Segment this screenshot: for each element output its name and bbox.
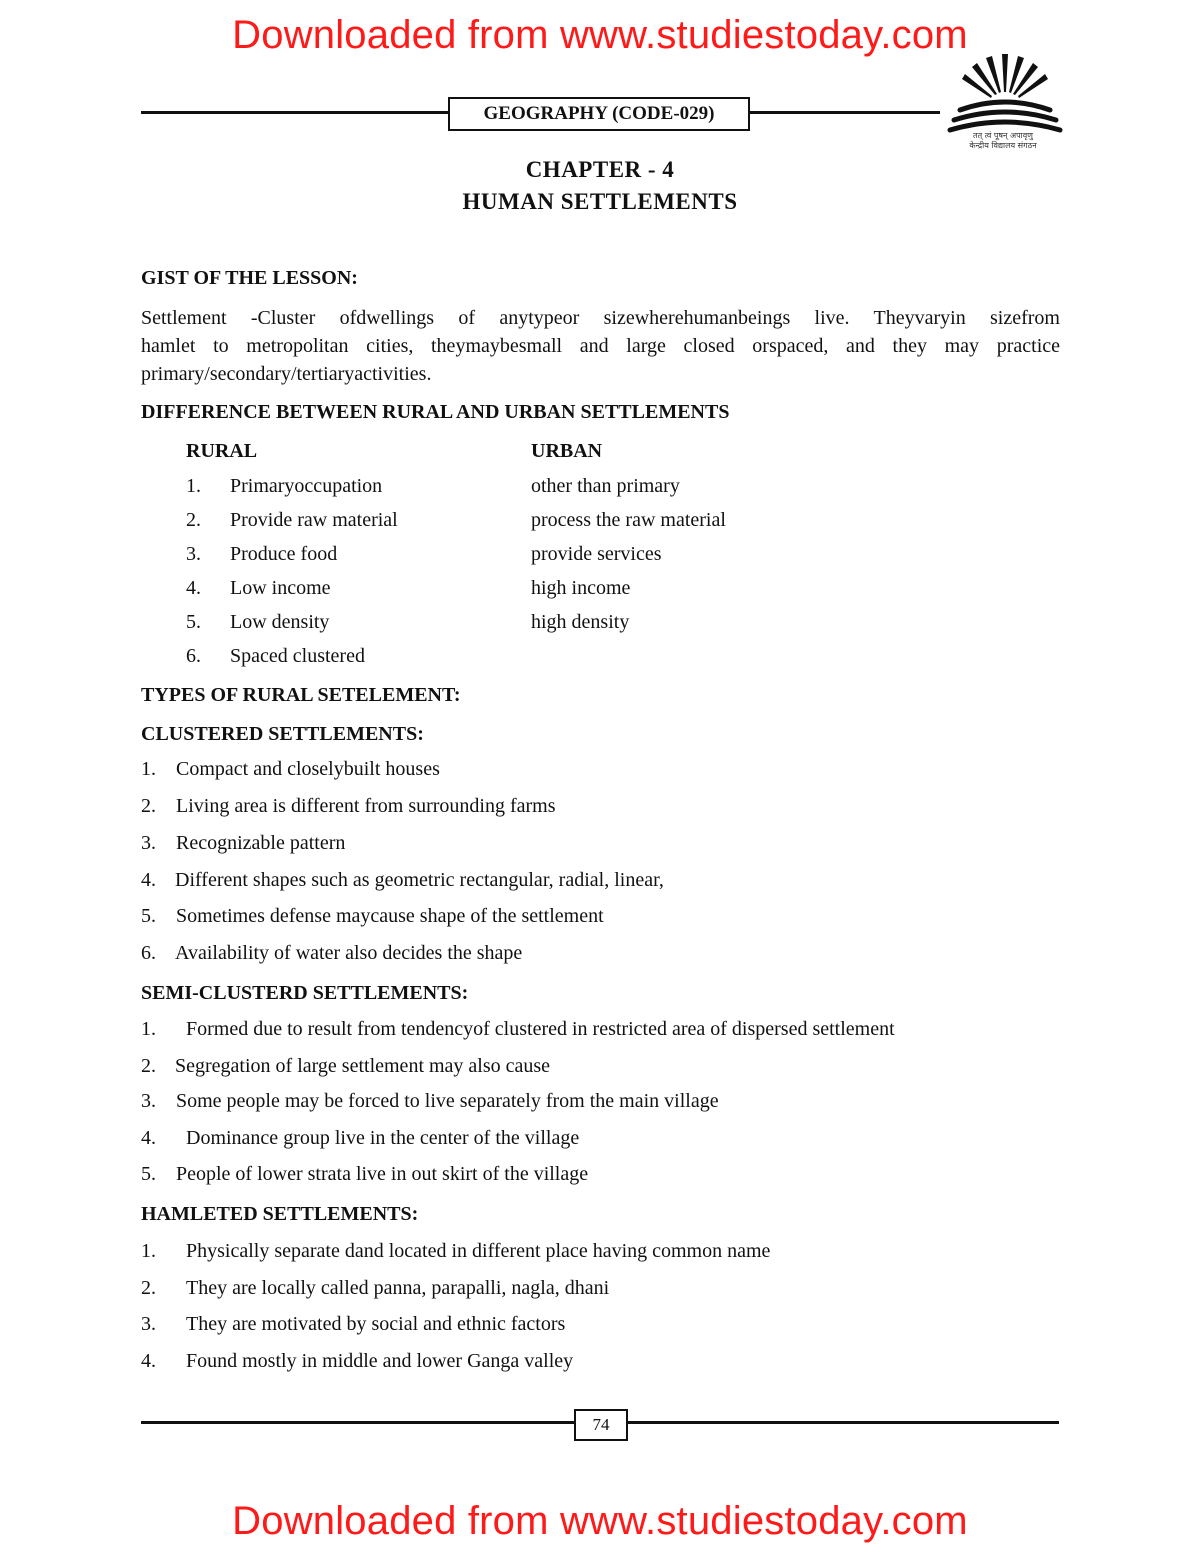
item-text: Living area is different from surrounding farms — [176, 795, 556, 817]
row-number: 4. — [186, 577, 201, 599]
item-number: 1. — [141, 1018, 156, 1040]
item-text: Recognizable pattern — [176, 832, 346, 854]
row-number: 2. — [186, 509, 201, 531]
rural-cell: Provide raw material — [230, 509, 398, 531]
gist-line: Settlement -Cluster ofdwellings of anytypeor sizewherehumanbeings live. Theyvaryin sizefrom — [141, 307, 1060, 329]
urban-cell: process the raw material — [531, 509, 726, 531]
item-text: Formed due to result from tendencyof clustered in restricted area of dispersed settlement — [186, 1018, 895, 1040]
item-text: They are locally called panna, parapalli, nagla, dhani — [186, 1277, 610, 1299]
page-number: 74 — [574, 1409, 628, 1441]
item-number: 3. — [141, 1313, 156, 1335]
item-text: Availability of water also decides the shape — [175, 942, 523, 964]
subject-code-box: GEOGRAPHY (CODE-029) — [448, 97, 750, 131]
clustered-heading: CLUSTERED SETTLEMENTS: — [141, 723, 424, 745]
logo-motto: तत् त्वं पूषन् अपावृणु — [973, 131, 1033, 140]
types-heading: TYPES OF RURAL SETELEMENT: — [141, 684, 461, 706]
semi-clustered-heading: SEMI-CLUSTERD SETTLEMENTS: — [141, 982, 469, 1004]
rural-cell: Primaryoccupation — [230, 475, 383, 497]
urban-column-label: URBAN — [531, 440, 603, 462]
difference-heading: DIFFERENCE BETWEEN RURAL AND URBAN SETTLEMENTS — [141, 401, 730, 423]
chapter-title: HUMAN SETTLEMENTS — [462, 189, 738, 214]
row-number: 5. — [186, 611, 201, 633]
item-number: 5. — [141, 905, 156, 927]
item-text: Found mostly in middle and lower Ganga valley — [186, 1350, 574, 1372]
urban-cell: high density — [531, 611, 630, 633]
item-text: Physically separate dand located in different place having common name — [186, 1240, 771, 1262]
download-source-banner-top: Downloaded from www.studiestoday.com — [232, 13, 968, 57]
item-text: Some people may be forced to live separately from the main village — [176, 1090, 719, 1112]
item-number: 6. — [141, 942, 156, 964]
download-source-banner-bottom: Downloaded from www.studiestoday.com — [232, 1499, 968, 1543]
rural-cell: Spaced clustered — [230, 645, 365, 667]
item-text: Sometimes defense maycause shape of the settlement — [176, 905, 604, 927]
hamleted-heading: HAMLETED SETTLEMENTS: — [141, 1203, 419, 1225]
item-text: They are motivated by social and ethnic factors — [186, 1313, 566, 1335]
item-number: 1. — [141, 1240, 156, 1262]
item-number: 1. — [141, 758, 156, 780]
rural-cell: Produce food — [230, 543, 338, 565]
rural-column-label: RURAL — [186, 440, 258, 462]
item-text: Dominance group live in the center of the village — [186, 1127, 580, 1149]
rural-cell: Low income — [230, 577, 331, 599]
urban-cell: provide services — [531, 543, 662, 565]
urban-cell: other than primary — [531, 475, 680, 497]
item-number: 2. — [141, 795, 156, 817]
item-text: Compact and closelybuilt houses — [176, 758, 440, 780]
item-number: 2. — [141, 1277, 156, 1299]
row-number: 6. — [186, 645, 201, 667]
item-number: 3. — [141, 1090, 156, 1112]
item-text: Different shapes such as geometric rectangular, radial, linear, — [175, 869, 664, 891]
gist-line: primary/secondary/tertiaryactivities. — [141, 363, 432, 385]
item-text: People of lower strata live in out skirt of the village — [176, 1163, 589, 1185]
row-number: 1. — [186, 475, 201, 497]
item-text: Segregation of large settlement may also cause — [175, 1055, 551, 1077]
item-number: 4. — [141, 1127, 156, 1149]
rural-cell: Low density — [230, 611, 330, 633]
logo-org-name: केन्द्रीय विद्यालय संगठन — [969, 141, 1037, 150]
item-number: 4. — [141, 1350, 156, 1372]
urban-cell: high income — [531, 577, 631, 599]
item-number: 5. — [141, 1163, 156, 1185]
gist-heading: GIST OF THE LESSON: — [141, 267, 358, 289]
row-number: 3. — [186, 543, 201, 565]
item-number: 4. — [141, 869, 156, 891]
gist-paragraph — [141, 304, 1060, 388]
item-number: 2. — [141, 1055, 156, 1077]
chapter-number: CHAPTER - 4 — [525, 157, 675, 182]
gist-line: hamlet to metropolitan cities, theymaybesmall and large closed orspaced, and they may practice — [141, 335, 1060, 357]
item-number: 3. — [141, 832, 156, 854]
